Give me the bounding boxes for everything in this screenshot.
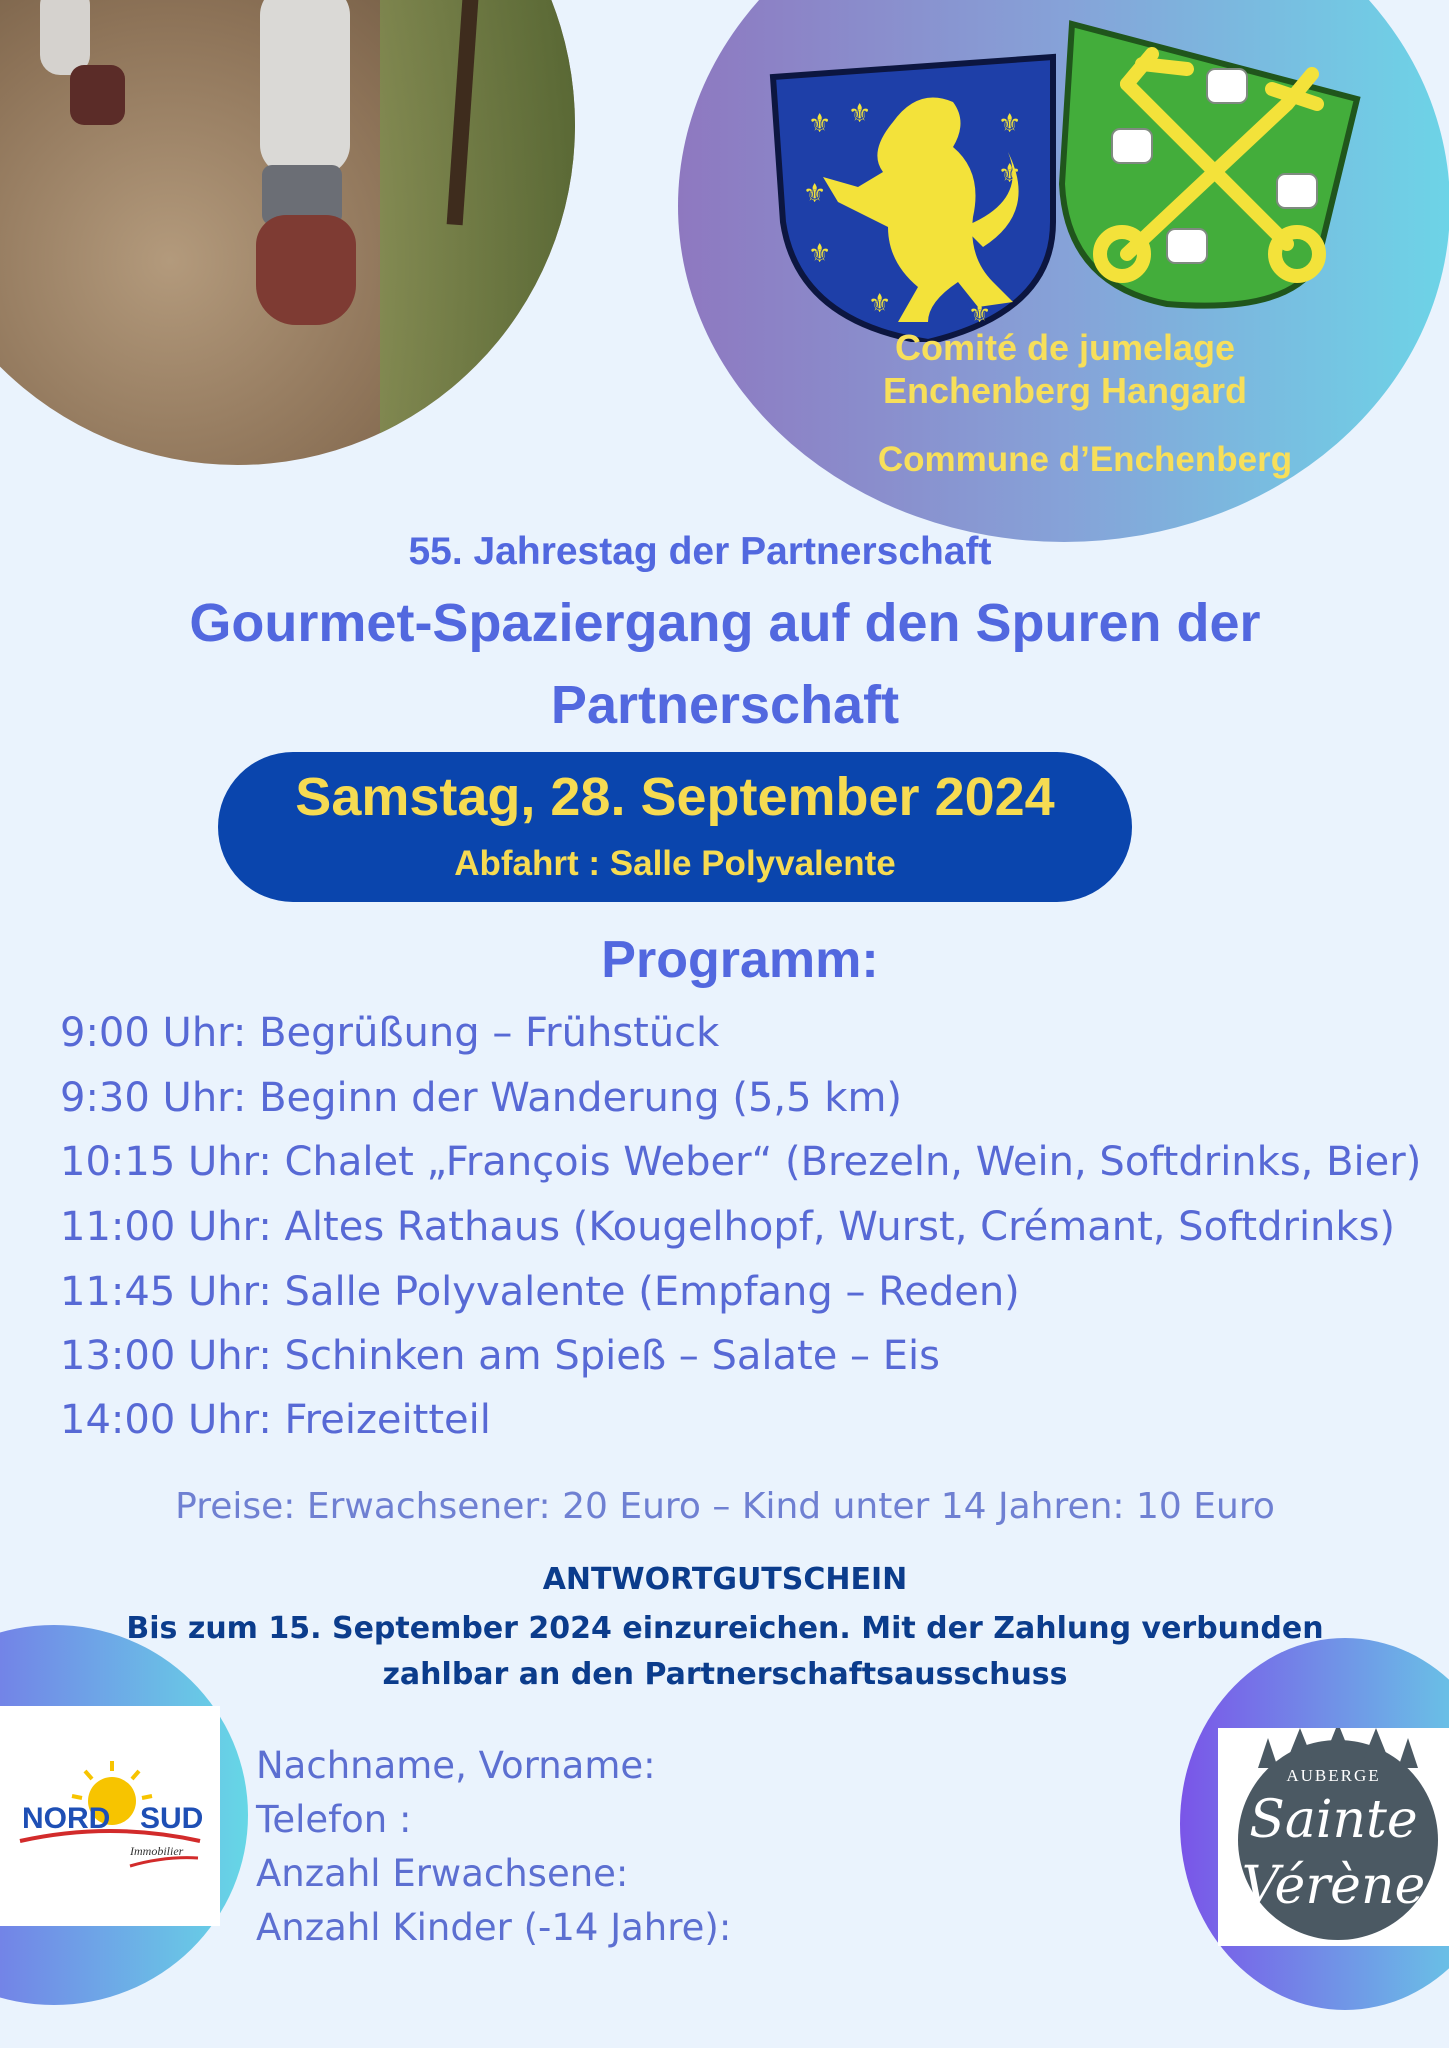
auberge-name-line2: Vérène: [1241, 1856, 1426, 1916]
auberge-label: AUBERGE: [1286, 1766, 1381, 1785]
form-label-children: Anzahl Kinder (-14 Jahre):: [256, 1906, 732, 1949]
nord-sud-name-a: NORD: [22, 1802, 111, 1835]
svg-text:⚜: ⚜: [808, 109, 832, 139]
keys-coat-of-arms-icon: [1057, 14, 1361, 318]
svg-text:⚜: ⚜: [803, 179, 827, 209]
program-item: 10:15 Uhr: Chalet „François Weber“ (Brezeln, Wein, Softdrinks, Bier): [60, 1139, 1422, 1185]
svg-text:⚜: ⚜: [998, 159, 1022, 189]
form-label-name: Nachname, Vorname:: [256, 1744, 656, 1787]
departure-location: Abfahrt : Salle Polyvalente: [454, 844, 896, 883]
hiking-photo: [0, 0, 575, 465]
program-item: 13:00 Uhr: Schinken am Spieß – Salate – Eis: [60, 1333, 940, 1379]
anniversary-heading: 55. Jahrestag der Partnerschaft: [408, 530, 992, 573]
organizer-line3: Commune d’Enchenberg: [877, 440, 1293, 479]
program-heading: Programm:: [601, 931, 879, 989]
auberge-name-line1: Sainte: [1249, 1790, 1418, 1850]
organizer-line2: Enchenberg Hangard: [882, 370, 1248, 411]
organizer-line1: Comité de jumelage: [894, 327, 1236, 368]
program-item: 9:00 Uhr: Begrüßung – Frühstück: [60, 1010, 720, 1056]
svg-text:⚜: ⚜: [968, 299, 992, 329]
nord-sud-subtitle: Immobilier: [130, 1844, 184, 1858]
svg-text:⚜: ⚜: [848, 99, 872, 129]
reply-line2: zahlbar an den Partnerschaftsausschuss: [382, 1657, 1068, 1692]
date-pill: [218, 752, 1132, 902]
form-label-phone: Telefon :: [256, 1798, 412, 1841]
program-item: 11:00 Uhr: Altes Rathaus (Kougelhopf, Wurst, Crémant, Softdrinks): [60, 1204, 1396, 1250]
lion-coat-of-arms-icon: [768, 52, 1058, 342]
program-item: 9:30 Uhr: Beginn der Wanderung (5,5 km): [60, 1075, 903, 1121]
prices-text: Preise: Erwachsener: 20 Euro – Kind unter 14 Jahren: 10 Euro: [175, 1486, 1275, 1527]
event-date: Samstag, 28. September 2024: [295, 767, 1055, 827]
event-title-line2: Partnerschaft: [550, 675, 900, 735]
svg-text:⚜: ⚜: [998, 109, 1022, 139]
program-item: 14:00 Uhr: Freizeitteil: [60, 1397, 491, 1443]
auberge-logo: [1218, 1728, 1449, 1946]
nord-sud-logo: [0, 1706, 220, 1926]
svg-text:⚜: ⚜: [868, 289, 892, 319]
reply-heading: ANTWORTGUTSCHEIN: [542, 1562, 908, 1597]
form-label-adults: Anzahl Erwachsene:: [256, 1852, 629, 1895]
svg-text:⚜: ⚜: [808, 239, 832, 269]
nord-sud-name-b: SUD: [140, 1802, 204, 1835]
program-item: 11:45 Uhr: Salle Polyvalente (Empfang – Reden): [60, 1269, 1020, 1315]
reply-line1: Bis zum 15. September 2024 einzureichen. Mit der Zahlung verbunden: [126, 1611, 1324, 1646]
event-title-line1: Gourmet-Spaziergang auf den Spuren der: [189, 593, 1261, 653]
